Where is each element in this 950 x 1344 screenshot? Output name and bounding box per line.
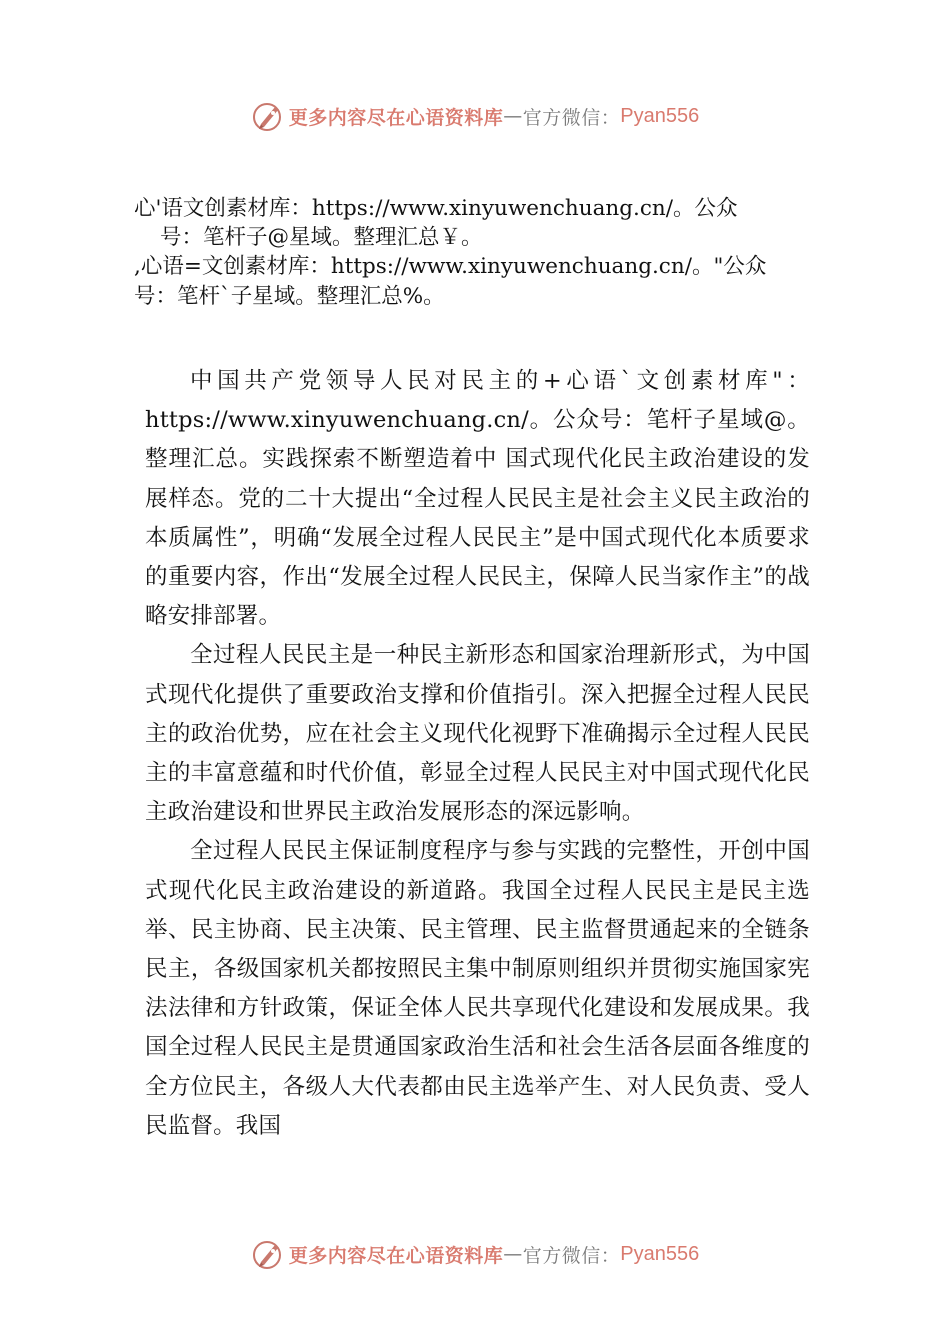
banner-main-text: 更多内容尽在心语资料库 [288,106,504,129]
watermark-line: 号：笔杆子@星域。整理汇总￥。 [160,225,483,250]
banner-wechat-id: Pyan556 [620,1242,700,1265]
document-body [145,362,810,1146]
banner-dash: — [503,1243,523,1265]
footer-banner [0,1234,950,1274]
pen-logo-icon [251,99,285,133]
paragraph: 中国共产党领导人民对民主的+心语`文创素材库"：https://www.xinyuwenchuang.cn/。公众号：笔杆子星域@。整理汇总。实践探索不断塑造着中 国式现代化民主政治建设的发展样态。党的二十大提出“全过程人民民主是社会主义民主政治的本质属性”，明确“发展全过程人民民主”是中国式现代化本质要求的重要内容，作出“发展全过程人民民主，保障人民当家作主”的战略安排部署。 [145,368,810,630]
watermark-line: ,心语=文创素材库：https://www.xinyuwenchuang.cn/。"公众 [134,254,767,279]
banner-wechat-id: Pyan556 [620,104,700,127]
banner-inner [251,1237,700,1271]
pen-logo-icon [251,1237,285,1271]
banner-inner [251,99,700,133]
watermark-line: 心'语文创素材库：https://www.xinyuwenchuang.cn/。公众 [134,196,738,221]
banner-main-text: 更多内容尽在心语资料库 [288,1244,504,1267]
banner-sub-text: 官方微信： [522,1244,621,1267]
header-banner [0,96,950,136]
paragraph: 全过程人民民主保证制度程序与参与实践的完整性，开创中国式现代化民主政治建设的新道路。我国全过程人民民主是民主选举、民主协商、民主决策、民主管理、民主监督贯通起来的全链条民主，各级国家机关都按照民主集中制原则组织并贯彻实施国家宪法法律和方针政策，保证全体人民共享现代化建设和发展成果。我国全过程人民民主是贯通国家政治生活和社会生活各层面各维度的全方位民主，各级人大代表都由民主选举产生、对人民负责、受人民监督。我国 [145,838,810,1139]
banner-sub-text: 官方微信： [522,106,621,129]
watermark-line: 号：笔杆`子星域。整理汇总%。 [134,284,445,309]
paragraph: 全过程人民民主是一种民主新形态和国家治理新形式，为中国式现代化提供了重要政治支撑和价值指引。深入把握全过程人民民主的政治优势，应在社会主义现代化视野下准确揭示全过程人民民主的丰富意蕴和时代价值，彰显全过程人民民主对中国式现代化民主政治建设和世界民主政治发展形态的深远影响。 [145,642,810,826]
banner-dash: — [503,105,523,127]
